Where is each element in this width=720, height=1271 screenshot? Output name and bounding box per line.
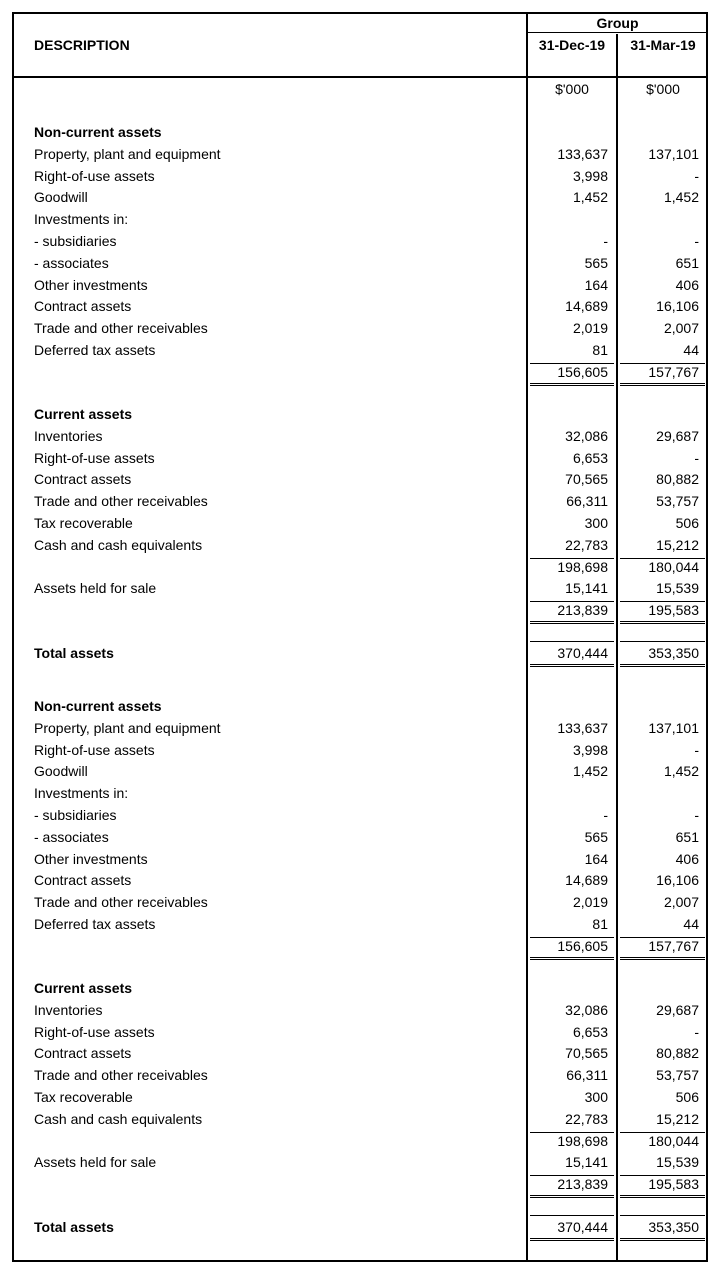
- total-rule: [530, 641, 614, 642]
- total-col2: 353,350: [648, 1219, 699, 1235]
- row-value-col1: 66,311: [566, 493, 608, 510]
- total-double-rule: [530, 1238, 614, 1241]
- row-value-col1: 164: [584, 276, 608, 293]
- row-label: Property, plant and equipment: [34, 719, 221, 736]
- row-label: Goodwill: [34, 189, 88, 206]
- col1-header: 31-Dec-19: [538, 37, 606, 53]
- total-double-rule: [620, 1238, 705, 1241]
- subtotal-rule: [530, 1132, 614, 1133]
- row-value-col2: 180,044: [648, 1132, 699, 1149]
- row-label: Other investments: [34, 850, 148, 867]
- section-title: Total assets: [34, 645, 114, 661]
- row-value-col2: 44: [683, 916, 699, 932]
- subtotal-rule: [530, 937, 614, 938]
- row-value-col1: 565: [584, 828, 608, 845]
- row-value-col2: 506: [675, 1089, 699, 1105]
- row-value-col1: -: [603, 807, 608, 823]
- row-value-col2: -: [694, 449, 699, 466]
- row-value-col1: 198,698: [557, 558, 608, 575]
- subtotal-double-rule: [620, 957, 705, 960]
- row-label: - subsidiaries: [34, 233, 117, 249]
- description-header: DESCRIPTION: [34, 37, 130, 53]
- row-value-col1: -: [603, 233, 608, 249]
- row-value-col1: 133,637: [557, 719, 608, 736]
- row-label: - subsidiaries: [34, 807, 117, 823]
- subtotal-double-rule: [530, 383, 614, 386]
- row-label: Inventories: [34, 427, 103, 444]
- row-value-col1: 22,783: [565, 1110, 608, 1127]
- section-title: Non-current assets: [34, 124, 162, 140]
- row-value-col1: 156,605: [557, 937, 608, 954]
- row-value-col2: 2,007: [663, 320, 699, 337]
- row-value-col2: 157,767: [648, 363, 699, 380]
- row-value-col1: 2,019: [572, 894, 608, 911]
- subtotal-rule: [620, 1175, 705, 1176]
- subtotal-rule: [620, 363, 705, 364]
- row-value-col1: 3,998: [572, 741, 608, 758]
- subtotal-double-rule: [620, 383, 705, 386]
- row-value-col2: -: [694, 167, 699, 184]
- row-label: Investments in:: [34, 785, 129, 802]
- subtotal-double-rule: [620, 621, 705, 624]
- row-value-col2: 29,687: [656, 1001, 699, 1018]
- row-value-col2: 29,687: [656, 427, 699, 444]
- group-underline: [527, 32, 708, 33]
- row-value-col2: 53,757: [656, 493, 699, 510]
- row-label: Trade and other receivables: [34, 493, 208, 510]
- row-value-col2: 80,882: [656, 471, 699, 488]
- row-label: Right-of-use assets: [34, 449, 155, 466]
- row-value-col1: 213,839: [557, 1176, 608, 1193]
- row-value-col2: -: [694, 1023, 699, 1040]
- row-value-col1: 14,689: [565, 298, 608, 315]
- row-value-col2: 15,539: [656, 580, 699, 597]
- subtotal-rule: [620, 558, 705, 559]
- row-label: Contract assets: [34, 1045, 132, 1062]
- row-label: Investments in:: [34, 211, 129, 228]
- subtotal-rule: [620, 937, 705, 938]
- total-rule: [620, 641, 705, 642]
- row-value-col2: 195,583: [648, 602, 699, 619]
- subtotal-rule: [530, 601, 614, 602]
- row-value-col1: 70,565: [565, 471, 608, 488]
- row-label: Goodwill: [34, 763, 88, 780]
- row-value-col1: 14,689: [565, 872, 608, 889]
- row-label: Other investments: [34, 276, 148, 293]
- row-value-col1: 3,998: [572, 167, 608, 184]
- header-divider: [12, 76, 708, 78]
- total-col1: 370,444: [557, 1219, 608, 1235]
- row-value-col2: 157,767: [648, 937, 699, 954]
- row-value-col1: 81: [592, 916, 608, 932]
- row-label: Cash and cash equivalents: [34, 536, 203, 553]
- row-value-col1: 15,141: [565, 1154, 608, 1171]
- row-label: Property, plant and equipment: [34, 145, 221, 162]
- row-value-col1: 300: [584, 1089, 608, 1105]
- row-value-col2: 137,101: [648, 145, 699, 162]
- col2-unit: $'000: [646, 81, 680, 97]
- row-value-col1: 81: [592, 342, 608, 358]
- row-label: Contract assets: [34, 298, 132, 315]
- total-col2: 353,350: [648, 645, 699, 661]
- row-value-col2: 651: [675, 254, 699, 271]
- row-value-col1: 15,141: [565, 580, 608, 597]
- section-title: Non-current assets: [34, 698, 162, 714]
- row-value-col2: 53,757: [656, 1067, 699, 1084]
- subtotal-double-rule: [530, 621, 614, 624]
- row-value-col2: 651: [675, 828, 699, 845]
- row-value-col2: -: [694, 807, 699, 823]
- subtotal-rule: [620, 601, 705, 602]
- row-value-col2: 506: [675, 515, 699, 531]
- row-value-col2: 16,106: [656, 872, 699, 889]
- row-value-col1: 300: [584, 515, 608, 531]
- total-double-rule: [530, 664, 614, 667]
- row-value-col2: 137,101: [648, 719, 699, 736]
- total-col1: 370,444: [557, 645, 608, 661]
- row-label: Tax recoverable: [34, 1089, 133, 1105]
- row-value-col1: 156,605: [557, 363, 608, 380]
- row-label: Inventories: [34, 1001, 103, 1018]
- row-value-col1: 164: [584, 850, 608, 867]
- subtotal-rule: [530, 363, 614, 364]
- row-value-col2: 1,452: [663, 763, 699, 780]
- row-label: Trade and other receivables: [34, 1067, 208, 1084]
- row-value-col1: 66,311: [566, 1067, 608, 1084]
- row-value-col1: 213,839: [557, 602, 608, 619]
- subtotal-rule: [620, 1132, 705, 1133]
- row-label: Right-of-use assets: [34, 1023, 155, 1040]
- row-label: Trade and other receivables: [34, 320, 208, 337]
- row-label: Contract assets: [34, 471, 132, 488]
- subtotal-double-rule: [620, 1195, 705, 1198]
- row-value-col2: 15,212: [656, 536, 699, 553]
- row-label: Trade and other receivables: [34, 894, 208, 911]
- row-value-col1: 133,637: [557, 145, 608, 162]
- row-value-col2: 195,583: [648, 1176, 699, 1193]
- total-rule: [620, 1215, 705, 1216]
- total-double-rule: [620, 664, 705, 667]
- row-value-col1: 1,452: [572, 763, 608, 780]
- row-value-col2: 80,882: [656, 1045, 699, 1062]
- row-value-col2: 180,044: [648, 558, 699, 575]
- col2-header: 31-Mar-19: [630, 37, 696, 53]
- row-value-col1: 22,783: [565, 536, 608, 553]
- row-label: Cash and cash equivalents: [34, 1110, 203, 1127]
- row-label: - associates: [34, 254, 109, 271]
- column-divider-right: [616, 34, 618, 1262]
- section-title: Current assets: [34, 980, 133, 996]
- row-label: Tax recoverable: [34, 515, 133, 531]
- row-value-col2: -: [694, 741, 699, 758]
- row-value-col1: 6,653: [572, 1023, 608, 1040]
- row-label: Deferred tax assets: [34, 916, 156, 932]
- row-value-col2: 16,106: [656, 298, 699, 315]
- column-divider-left: [526, 12, 528, 1262]
- row-value-col2: 15,539: [656, 1154, 699, 1171]
- subtotal-double-rule: [530, 1195, 614, 1198]
- row-value-col2: 44: [683, 342, 699, 358]
- row-label: Deferred tax assets: [34, 342, 156, 358]
- col1-unit: $'000: [555, 81, 589, 97]
- subtotal-rule: [530, 558, 614, 559]
- row-value-col1: 2,019: [572, 320, 608, 337]
- subtotal-double-rule: [530, 957, 614, 960]
- row-value-col2: 406: [675, 276, 699, 293]
- row-value-col2: 2,007: [663, 894, 699, 911]
- row-label: Right-of-use assets: [34, 741, 155, 758]
- row-label: Contract assets: [34, 872, 132, 889]
- row-label: - associates: [34, 828, 109, 845]
- row-value-col2: 1,452: [663, 189, 699, 206]
- row-value-col1: 6,653: [572, 449, 608, 466]
- subtotal-rule: [530, 1175, 614, 1176]
- row-value-col1: 198,698: [557, 1132, 608, 1149]
- section-title: Current assets: [34, 406, 133, 422]
- row-value-col1: 1,452: [572, 189, 608, 206]
- section-title: Total assets: [34, 1219, 114, 1235]
- row-value-col1: 70,565: [565, 1045, 608, 1062]
- total-rule: [530, 1215, 614, 1216]
- row-label: Right-of-use assets: [34, 167, 155, 184]
- row-value-col1: 32,086: [565, 1001, 608, 1018]
- row-value-col2: 406: [675, 850, 699, 867]
- row-value-col1: 32,086: [565, 427, 608, 444]
- row-value-col2: -: [694, 233, 699, 249]
- row-value-col1: 565: [584, 254, 608, 271]
- row-label: Assets held for sale: [34, 1154, 157, 1171]
- row-value-col2: 15,212: [656, 1110, 699, 1127]
- group-header: Group: [596, 15, 639, 31]
- row-label: Assets held for sale: [34, 580, 157, 597]
